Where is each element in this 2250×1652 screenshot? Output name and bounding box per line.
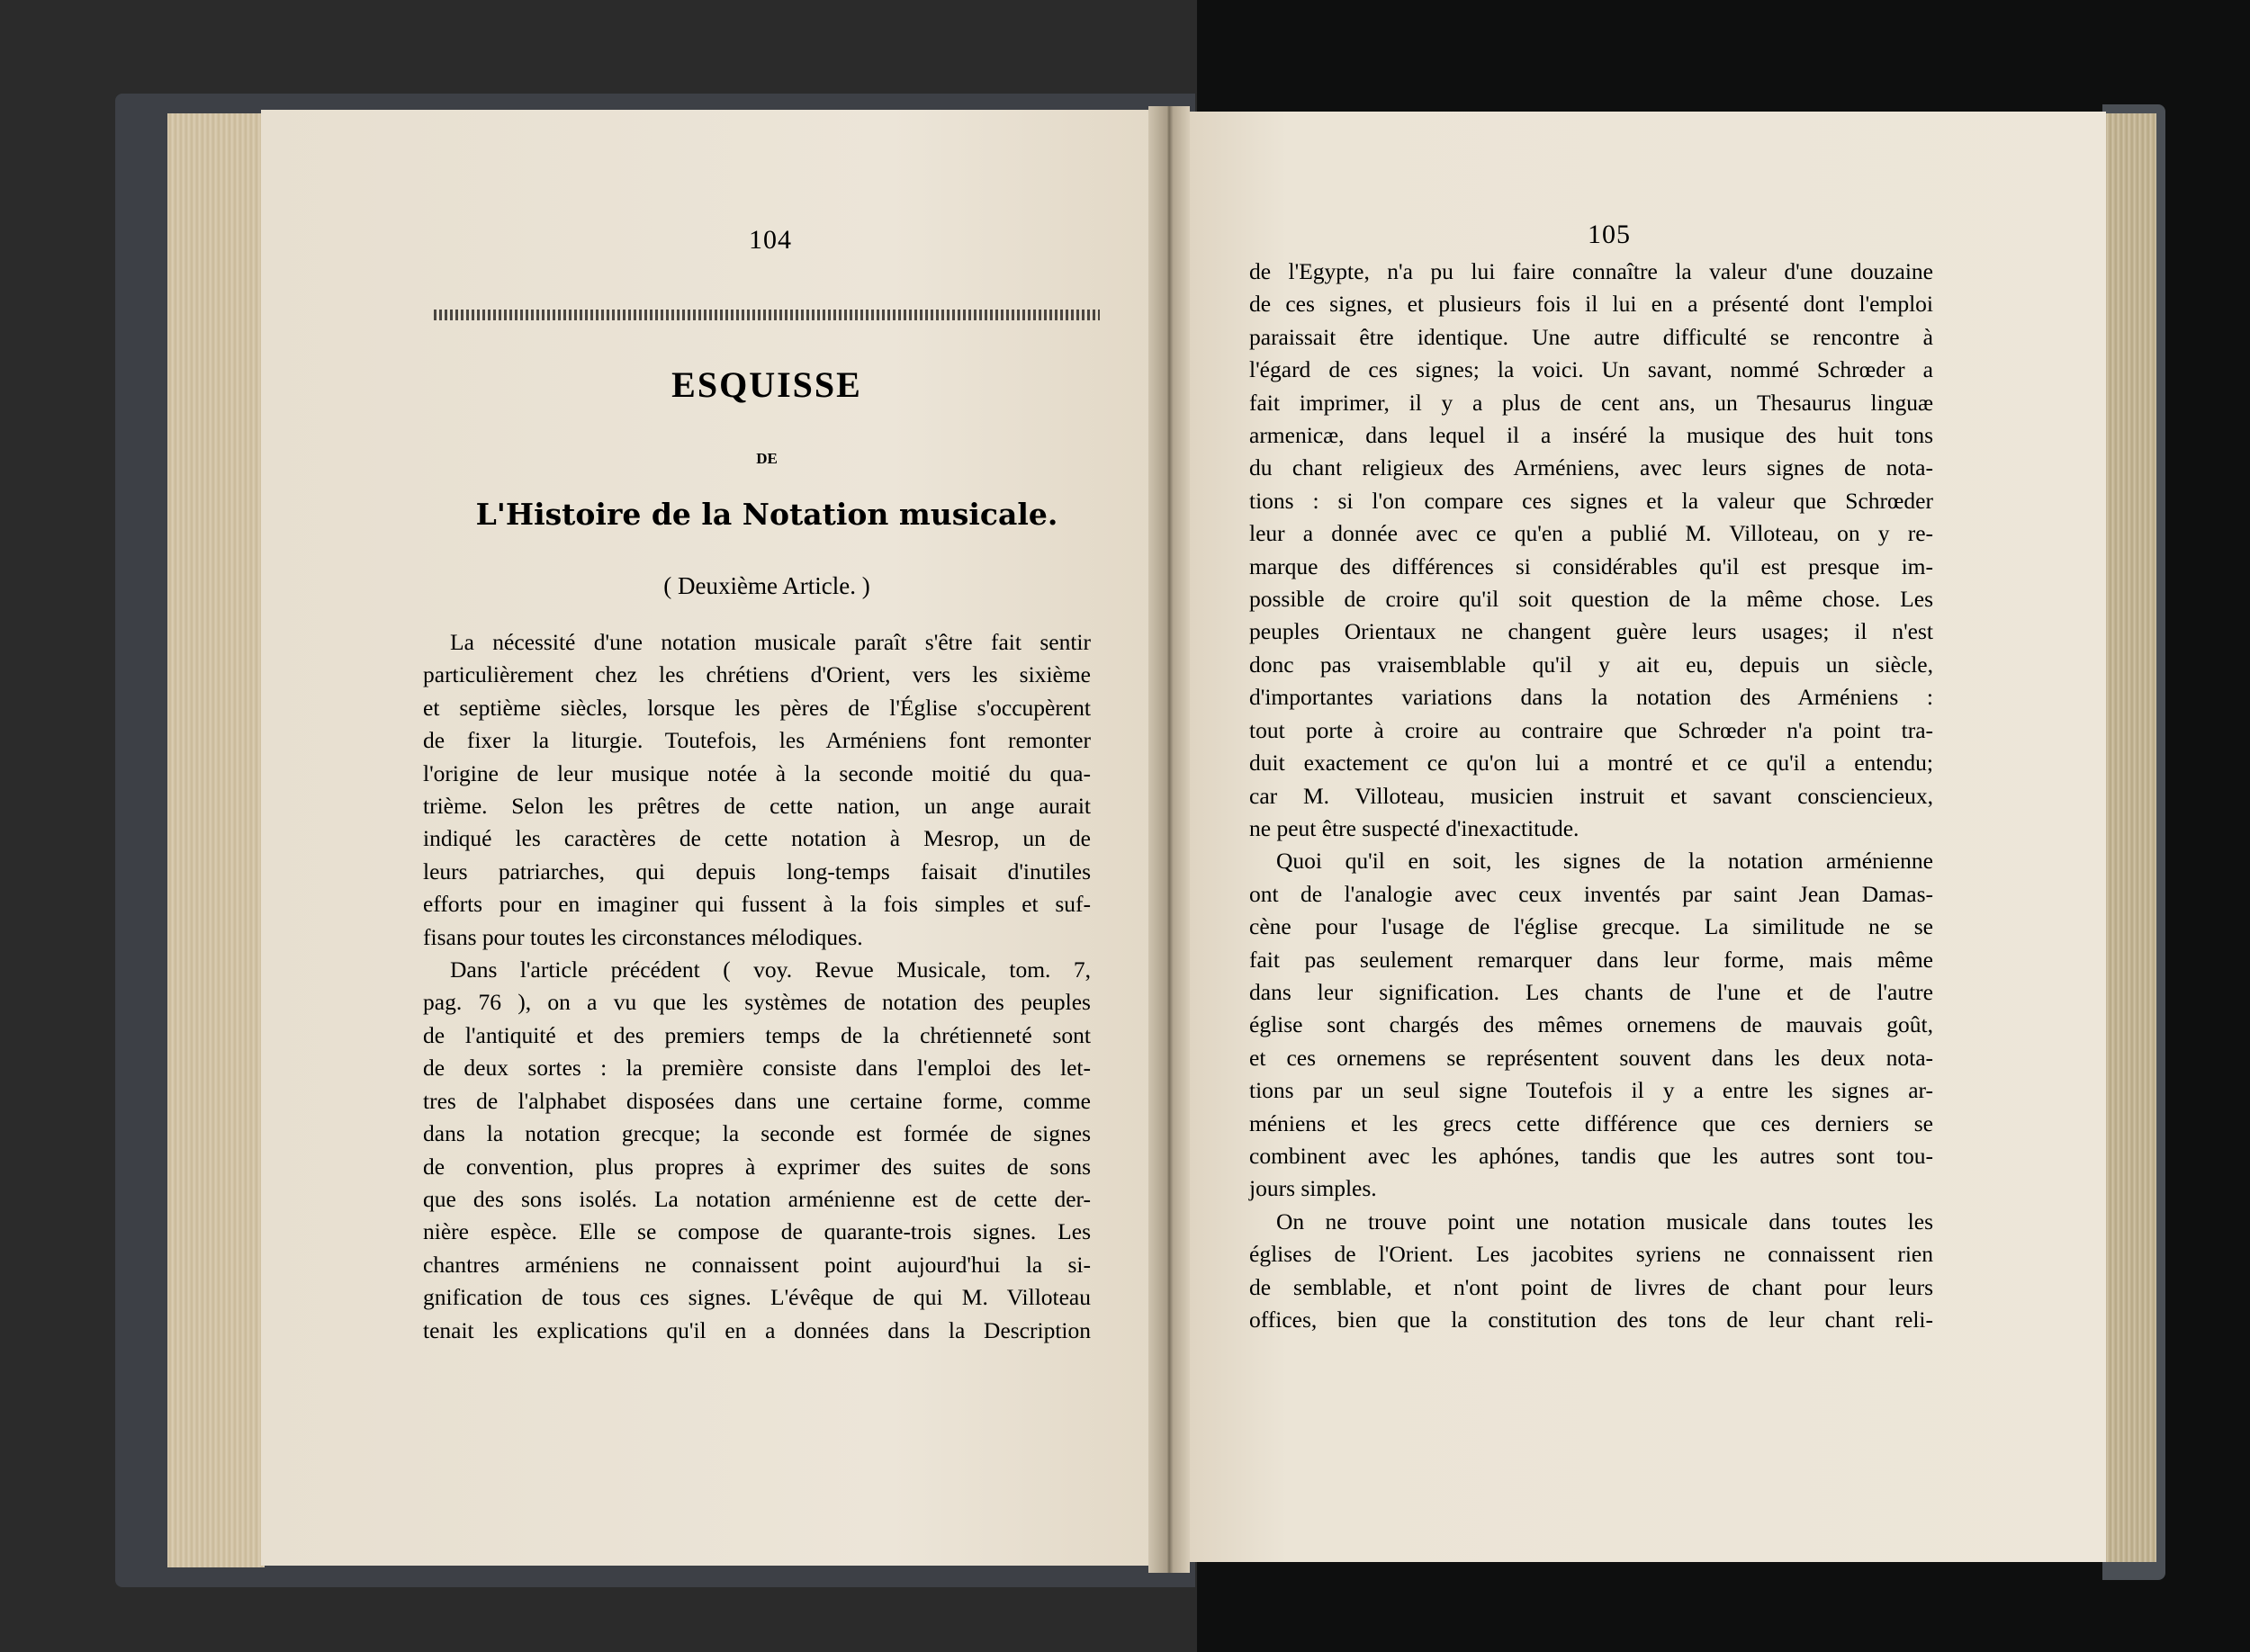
left-page-number: 104 xyxy=(749,225,792,255)
right-text-line: leur a donnée avec ce qu'en a publié M. Villoteau, on y re- xyxy=(1249,520,1933,547)
left-text-line: Dans l'article précédent ( voy. Revue Musicale, tom. 7, xyxy=(450,956,1091,983)
right-page-body-text xyxy=(1249,256,1933,1336)
book-gutter xyxy=(1148,106,1190,1573)
article-title-de: DE xyxy=(756,450,778,467)
article-subtitle: L'Histoire de la Notation musicale. xyxy=(475,497,1058,532)
right-text-line: tions par un seul signe Toutefois il y a entre les signes ar- xyxy=(1249,1077,1933,1104)
right-text-line: de l'Egypte, n'a pu lui faire connaître la valeur d'une douzaine xyxy=(1249,258,1933,284)
right-text-line: duit exactement ce qu'on lui a montré et ce qu'il a entendu; xyxy=(1249,750,1933,777)
left-text-line: dans la notation grecque; la seconde est formée de signes xyxy=(423,1120,1091,1147)
left-text-line: tres de l'alphabet disposées dans une certaine forme, comme xyxy=(423,1087,1091,1114)
right-text-line: marque des différences si considérables qu'il est presque im- xyxy=(1249,552,1933,579)
right-text-line: ont de l'analogie avec ceux inventés par saint Jean Damas- xyxy=(1249,880,1933,907)
article-part-label: ( Deuxième Article. ) xyxy=(663,572,870,599)
left-text-line: l'origine de leur musique notée à la seconde moitié du qua- xyxy=(423,759,1091,786)
left-page-body-text xyxy=(423,626,1091,1347)
right-text-line: fait pas seulement remarquer dans leur forme, mais même xyxy=(1249,946,1933,973)
right-text-line: armenicæ, dans lequel il a inséré la musique des huit tons xyxy=(1249,422,1933,449)
right-text-line: cène pour l'usage de l'église grecque. La similitude ne se xyxy=(1249,913,1933,940)
right-text-line: offices, bien que la constitution des tons de leur chant reli- xyxy=(1249,1306,1933,1333)
right-text-line: église sont chargés des mêmes ornemens de mauvais goût, xyxy=(1249,1011,1933,1038)
article-title: ESQUISSE xyxy=(671,364,862,405)
right-text-line: tions : si l'on compare ces signes et la valeur que Schrœder xyxy=(1249,487,1933,514)
left-text-line: indiqué les caractères de cette notation à Mesrop, un de xyxy=(423,825,1091,852)
right-text-line: dans leur signification. Les chants de l'une et de l'autre xyxy=(1249,978,1933,1005)
left-text-line: que des sons isolés. La notation arménienne est de cette der- xyxy=(423,1185,1091,1212)
left-text-line: efforts pour en imaginer qui fussent à la fois simples et suf- xyxy=(423,891,1091,918)
left-text-line: pag. 76 ), on a vu que les systèmes de notation des peuples xyxy=(423,989,1091,1016)
right-page-number: 105 xyxy=(1588,220,1631,249)
right-text-line: l'égard de ces signes; la voici. Un savant, nommé Schrœder a xyxy=(1249,356,1933,383)
left-text-line: tenait les explications qu'il en a données dans la Description xyxy=(423,1316,1091,1343)
right-text-line: car M. Villoteau, musicien instruit et savant consciencieux, xyxy=(1249,782,1933,809)
left-text-line: fisans pour toutes les circonstances mélodiques. xyxy=(423,923,863,950)
left-text-line: de l'antiquité et des premiers temps de la chrétienneté sont xyxy=(423,1021,1091,1048)
right-text-line: tout porte à croire au contraire que Schrœder n'a point tra- xyxy=(1249,716,1933,743)
left-text-line: chantres arméniens ne connaissent point aujourd'hui la si- xyxy=(423,1251,1091,1278)
right-text-line: jours simples. xyxy=(1249,1175,1377,1202)
left-text-line: gnification de tous ces signes. L'évêque de qui M. Villoteau xyxy=(423,1284,1091,1311)
left-text-line: et septième siècles, lorsque les pères de l'Église s'occupèrent xyxy=(423,694,1091,721)
right-text-line: paraissait être identique. Une autre difficulté se rencontre à xyxy=(1249,323,1933,350)
right-text-line: On ne trouve point une notation musicale dans toutes les xyxy=(1276,1208,1933,1235)
right-text-line: et ces ornemens se représentent souvent dans les deux nota- xyxy=(1249,1044,1933,1071)
left-text-line: La nécessité d'une notation musicale paraît s'être fait sentir xyxy=(450,629,1091,655)
right-text-line: possible de croire qu'il soit question de la même chose. Les xyxy=(1249,586,1933,613)
left-text-line: particulièrement chez les chrétiens d'Orient, vers les sixième xyxy=(423,661,1091,688)
right-text-line: méniens et les grecs cette différence que ces derniers se xyxy=(1249,1109,1933,1136)
right-text-line: peuples Orientaux ne changent guère leurs usages; il n'est xyxy=(1249,618,1933,645)
left-text-line: de convention, plus propres à exprimer des suites de sons xyxy=(423,1153,1091,1180)
right-text-line: églises de l'Orient. Les jacobites syriens ne connaissent rien xyxy=(1249,1241,1933,1268)
left-text-line: de deux sortes : la première consiste dans l'emploi des let- xyxy=(423,1055,1091,1082)
right-text-line: combinent avec les aphónes, tandis que les autres sont tou- xyxy=(1249,1142,1933,1169)
right-text-line: de ces signes, et plusieurs fois il lui en a présenté dont l'emploi xyxy=(1249,291,1933,318)
left-text-line: trième. Selon les prêtres de cette nation, un ange aurait xyxy=(423,793,1091,820)
left-text-line: nière espèce. Elle se compose de quarante-trois signes. Les xyxy=(423,1218,1091,1245)
left-text-line: de fixer la liturgie. Toutefois, les Arméniens font remonter xyxy=(423,727,1091,754)
right-text-line: de semblable, et n'ont point de livres de chant pour leurs xyxy=(1249,1273,1933,1300)
page-edges-left xyxy=(167,113,265,1567)
right-text-line: ne peut être suspecté d'inexactitude. xyxy=(1249,814,1580,841)
left-text-line: leurs patriarches, qui depuis long-temps faisait d'inutiles xyxy=(423,857,1091,884)
right-text-line: Quoi qu'il en soit, les signes de la notation arménienne xyxy=(1276,848,1933,875)
right-text-line: donc pas vraisemblable qu'il y ait eu, depuis un siècle, xyxy=(1249,651,1933,678)
right-text-line: d'importantes variations dans la notation des Arméniens : xyxy=(1249,684,1933,711)
page-edges-right xyxy=(2102,113,2156,1562)
decorative-rule xyxy=(434,310,1100,320)
right-text-line: du chant religieux des Arméniens, avec leurs signes de nota- xyxy=(1249,454,1933,481)
right-text-line: fait imprimer, il y a plus de cent ans, un Thesaurus linguæ xyxy=(1249,389,1933,416)
